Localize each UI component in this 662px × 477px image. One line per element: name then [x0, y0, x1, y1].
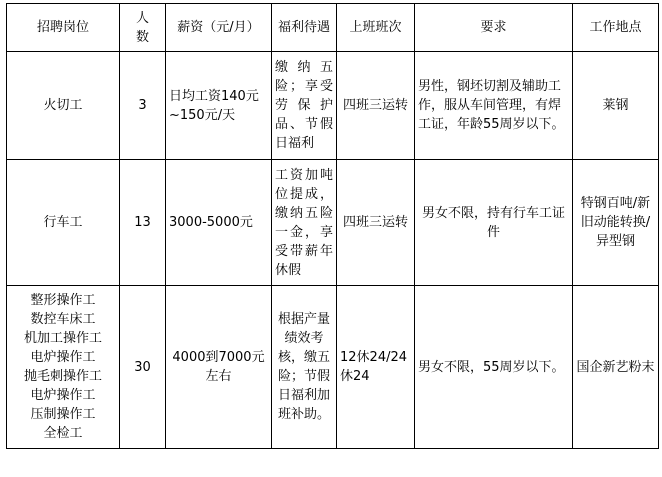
header-shift: 上班班次 — [337, 4, 415, 52]
cell-shift: 四班三运转 — [337, 160, 415, 286]
position-name: 行车工 — [43, 215, 83, 230]
cell-location: 莱钢 — [573, 52, 659, 160]
position-name: 压制操作工 — [30, 407, 96, 422]
position-name: 数控车床工 — [30, 312, 96, 327]
position-name: 全检工 — [43, 426, 83, 441]
position-name: 电炉操作工 — [30, 388, 96, 403]
cell-requirements: 男女不限，55周岁以下。 — [415, 286, 573, 449]
cell-position — [7, 286, 120, 449]
cell-position — [7, 160, 120, 286]
cell-salary: 3000-5000元 — [166, 160, 272, 286]
cell-shift: 四班三运转 — [337, 52, 415, 160]
cell-benefits: 根据产量绩效考核，缴五险；节假日福利加班补助。 — [272, 286, 337, 449]
cell-salary: 日均工资140元~150元/天 — [166, 52, 272, 160]
cell-shift: 12休24/24休24 — [337, 286, 415, 449]
position-name: 整形操作工 — [30, 293, 96, 308]
header-position: 招聘岗位 — [7, 4, 120, 52]
table-header-row — [7, 4, 659, 52]
header-benefits: 福利待遇 — [272, 4, 337, 52]
cell-count: 13 — [120, 160, 166, 286]
header-count — [120, 4, 166, 52]
header-count-line-1: 人 — [135, 10, 149, 26]
cell-count: 30 — [120, 286, 166, 449]
cell-count: 3 — [120, 52, 166, 160]
position-name: 电炉操作工 — [30, 350, 96, 365]
position-name: 机加工操作工 — [23, 331, 102, 346]
table-row — [7, 52, 659, 160]
cell-benefits: 缴纳五险；享受劳保护品、节假日福利 — [272, 52, 337, 160]
position-name: 火切工 — [43, 98, 83, 113]
job-listing-table — [6, 3, 659, 449]
cell-position — [7, 52, 120, 160]
header-location: 工作地点 — [573, 4, 659, 52]
header-requirements: 要求 — [415, 4, 573, 52]
cell-benefits: 工资加吨位提成，缴纳五险一金，享受带薪年休假 — [272, 160, 337, 286]
cell-requirements: 男女不限，持有行车工证件 — [415, 160, 573, 286]
header-salary: 薪资（元/月） — [166, 4, 272, 52]
cell-location: 国企新艺粉末 — [573, 286, 659, 449]
cell-location: 特钢百吨/新旧动能转换/异型钢 — [573, 160, 659, 286]
cell-salary: 4000到7000元左右 — [166, 286, 272, 449]
cell-requirements: 男性，钢坯切割及辅助工作，服从车间管理，有焊工证，年龄55周岁以下。 — [415, 52, 573, 160]
table-row — [7, 160, 659, 286]
table-row — [7, 286, 659, 449]
header-count-line-2: 数 — [135, 29, 149, 45]
position-name: 抛毛刺操作工 — [23, 369, 102, 384]
